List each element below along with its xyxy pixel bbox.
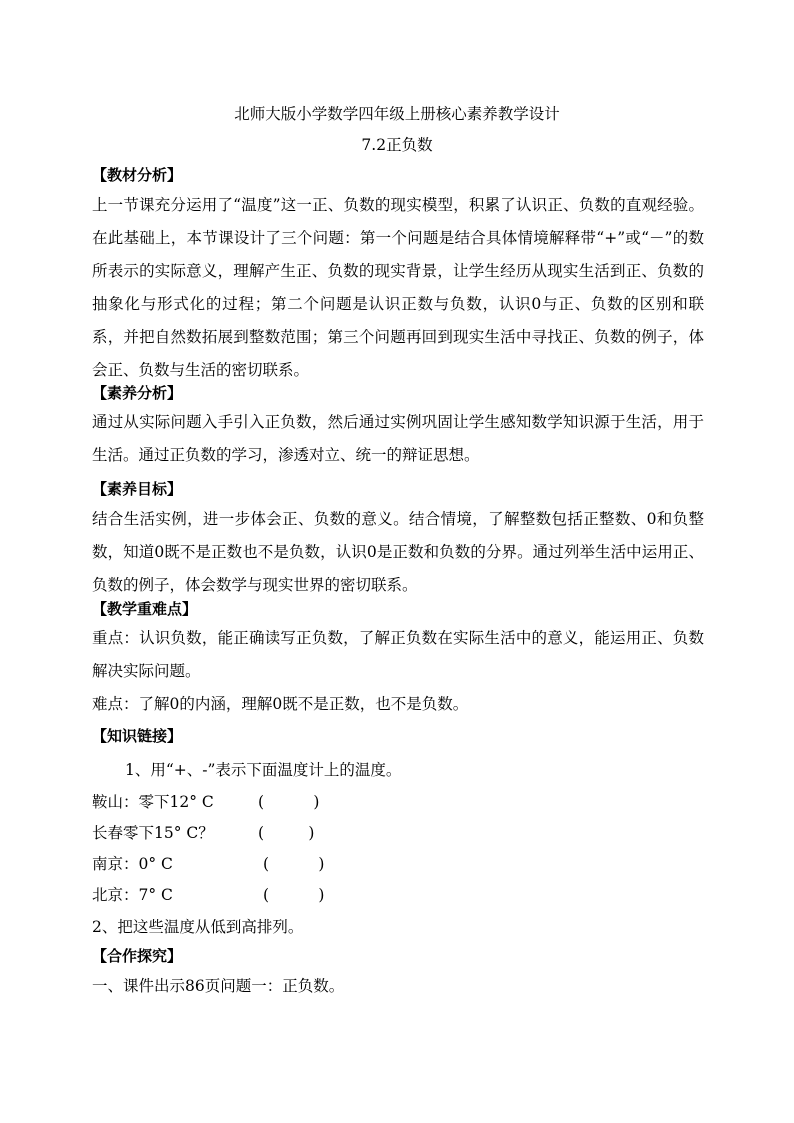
- paragraph-key-points: 重点：认识负数，能正确读写正负数，了解正负数在实际生活中的意义，能运用正、负数解决实际问题。: [92, 629, 704, 680]
- paragraph-literacy-goals: 结合生活实例，进一步体会正、负数的意义。结合情境，了解整数包括正整数、0和负整数，知道0既不是正数也不是负数，认识0是正数和负数的分界。通过列举生活中运用正、负数的例子，体会数学与现实世界的密切联系。: [92, 510, 704, 594]
- document-subtitle: 7.2正负数: [361, 136, 433, 154]
- question-one: 1、用“+、-”表示下面温度计上的温度。: [125, 761, 402, 779]
- paragraph-literacy-analysis: 通过从实际问题入手引入正负数，然后通过实例巩固让学生感知数学知识源于生活，用于生活。通过正负数的学习，渗透对立、统一的辩证思想。: [92, 413, 704, 464]
- temp-city-nanjing: 南京：0° C: [92, 855, 173, 873]
- heading-textbook-analysis: 【教材分析】: [92, 166, 183, 184]
- temp-city-anshan: 鞍山：零下12° C: [92, 793, 214, 811]
- answer-blank-changchun: ( ): [258, 824, 315, 842]
- heading-cooperative-exploration: 【合作探究】: [92, 947, 183, 965]
- heading-literacy-analysis: 【素养分析】: [92, 384, 183, 402]
- heading-knowledge-link: 【知识链接】: [92, 727, 183, 745]
- paragraph-difficult-points: 难点：了解0的内涵，理解0既不是正数，也不是负数。: [92, 695, 469, 713]
- heading-literacy-goals: 【素养目标】: [92, 480, 183, 498]
- paragraph-textbook-analysis: 上一节课充分运用了“温度”这一正、负数的现实模型，积累了认识正、负数的直观经验。在此基础上，本节课设计了三个问题：第一个问题是结合具体情境解释带“+”或“－”的数所表示的实际意义，理解产生正、负数的现实背景，让学生经历从现实生活到正、负数的抽象化与形式化的过程；第二个问题是认识正数与负数，认识0与正、负数的区别和联系，并把自然数拓展到整数范围；第三个问题再回到现实生活中寻找正、负数的例子，体会正、负数与生活的密切联系。: [92, 196, 704, 379]
- answer-blank-anshan: ( ): [258, 793, 320, 811]
- answer-blank-beijing: ( ): [263, 886, 325, 904]
- temp-city-beijing: 北京：7° C: [92, 886, 173, 904]
- document-title: 北师大版小学数学四年级上册核心素养教学设计: [234, 105, 560, 123]
- temp-city-changchun: 长春零下15° C？: [92, 824, 214, 842]
- heading-key-points: 【教学重难点】: [92, 600, 198, 618]
- answer-blank-nanjing: ( ): [263, 855, 325, 873]
- exploration-item-one: 一、课件出示86页问题一：正负数。: [92, 977, 345, 995]
- question-two: 2、把这些温度从低到高排列。: [92, 918, 304, 936]
